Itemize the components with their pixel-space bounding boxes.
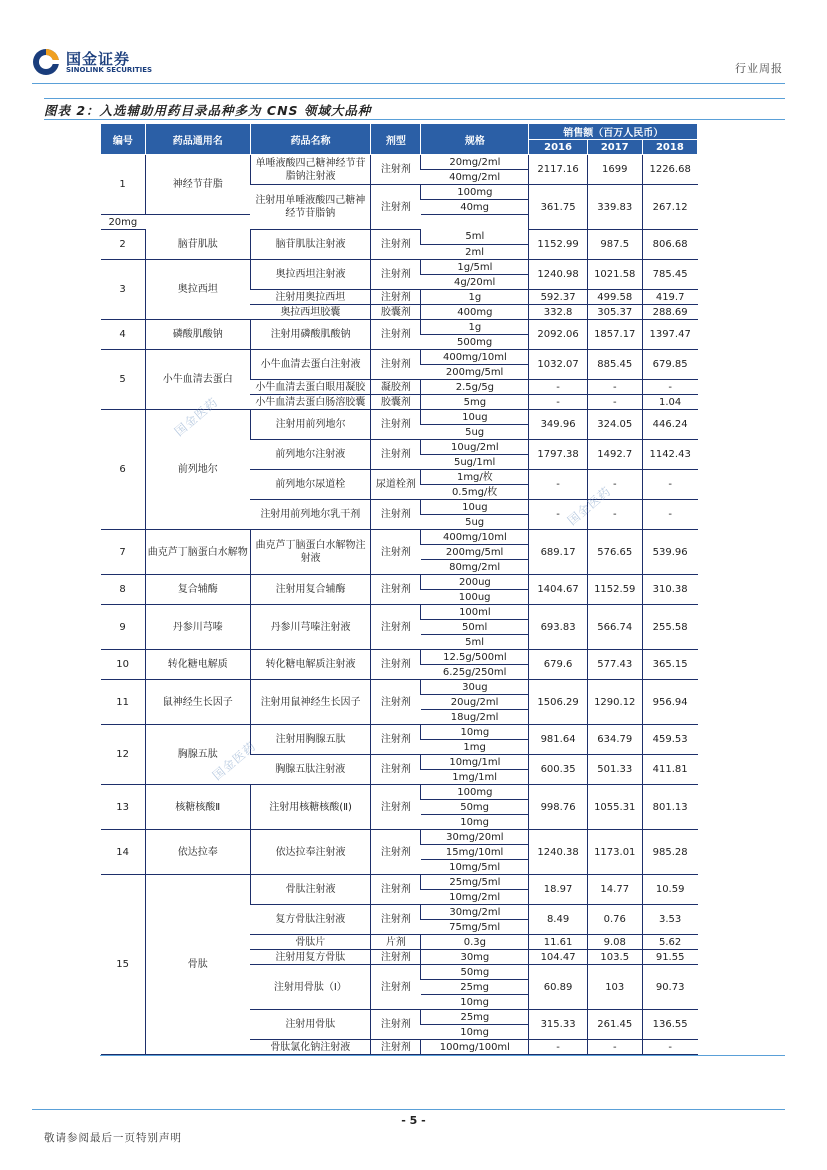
table-cell: 注射剂: [371, 605, 421, 650]
drug-sales-table: [100, 123, 698, 1055]
table-cell: 转化糖电解质注射液: [250, 650, 371, 680]
table-cell: 6.25g/250ml: [421, 665, 529, 680]
table-cell: 注射剂: [371, 650, 421, 680]
table-cell: 25mg: [421, 1010, 529, 1025]
table-cell: 200ug: [421, 575, 529, 590]
table-cell: 1mg/1ml: [421, 770, 529, 785]
table-cell: 曲克芦丁脑蛋白水解物: [145, 530, 250, 575]
table-cell: 前列地尔: [145, 410, 250, 530]
table-cell: 9.08: [587, 935, 642, 950]
table-cell: 315.33: [529, 1010, 587, 1040]
table-cell: 注射剂: [371, 905, 421, 935]
table-cell: 100ug: [421, 590, 529, 605]
table-cell: 1290.12: [587, 680, 642, 725]
table-cell: 30mg: [421, 950, 529, 965]
table-row: [101, 260, 698, 275]
table-body: [101, 155, 698, 1055]
table-cell: 1g: [421, 290, 529, 305]
watermark: 国金医药: [171, 394, 221, 439]
table-cell: 349.96: [529, 410, 587, 440]
header-generic-name: 药品通用名: [145, 124, 250, 155]
table-cell: 10: [101, 650, 146, 680]
table-cell: -: [587, 500, 642, 530]
table-cell: 75mg/5ml: [421, 920, 529, 935]
table-cell: 1: [101, 155, 146, 215]
table-cell: 注射剂: [371, 830, 421, 875]
table-cell: 注射剂: [371, 875, 421, 905]
table-cell: 注射用复方骨肽: [250, 950, 371, 965]
table-cell: 胸腺五肽注射液: [250, 755, 371, 785]
table-cell: 592.37: [529, 290, 587, 305]
table-cell: 1055.31: [587, 785, 642, 830]
table-cell: 30mg/2ml: [421, 905, 529, 920]
table-row: [101, 155, 698, 170]
table-row: [101, 350, 698, 365]
table-cell: 5.62: [642, 935, 697, 950]
table-cell: 2117.16: [529, 155, 587, 185]
table-cell: 324.05: [587, 410, 642, 440]
table-cell: 5ml: [421, 635, 529, 650]
table-cell: 14.77: [587, 875, 642, 905]
table-cell: 1240.98: [529, 260, 587, 290]
table-cell: 2092.06: [529, 320, 587, 350]
table-cell: 539.96: [642, 530, 697, 575]
table-cell: 8.49: [529, 905, 587, 935]
table-cell: 6: [101, 410, 146, 530]
table-cell: 注射剂: [371, 575, 421, 605]
table-row: [101, 830, 698, 845]
table-cell: 679.6: [529, 650, 587, 680]
table-cell: 500mg: [421, 335, 529, 350]
table-cell: 注射剂: [371, 950, 421, 965]
table-cell: 注射剂: [371, 680, 421, 725]
table-cell: 1492.7: [587, 440, 642, 470]
table-cell: 注射剂: [371, 320, 421, 350]
table-row: [101, 650, 698, 665]
table-cell: 679.85: [642, 350, 697, 380]
table-cell: 1mg/枚: [421, 470, 529, 485]
table-cell: 1699: [587, 155, 642, 185]
table-cell: 5ug: [421, 515, 529, 530]
table-cell: 136.55: [642, 1010, 697, 1040]
table-cell: 305.37: [587, 305, 642, 320]
table-header: [101, 124, 698, 155]
table-cell: 骨肽氯化钠注射液: [250, 1040, 371, 1055]
logo-text-cn: 国金证券: [66, 50, 131, 68]
table-cell: 18ug/2ml: [421, 710, 529, 725]
table-cell: 267.12: [642, 185, 697, 230]
table-cell: 801.13: [642, 785, 697, 830]
watermark: 国金医药: [209, 738, 259, 783]
table-bottom-rule: [100, 1055, 785, 1056]
table-cell: 胶囊剂: [371, 305, 421, 320]
table-cell: 片剂: [371, 935, 421, 950]
table-cell: 18.97: [529, 875, 587, 905]
table-cell: 2.5g/5g: [421, 380, 529, 395]
table-cell: 5ug: [421, 425, 529, 440]
table-cell: 注射剂: [371, 410, 421, 440]
table-cell: 注射剂: [371, 530, 421, 575]
table-cell: 365.15: [642, 650, 697, 680]
table-row: [101, 725, 698, 740]
table-cell: 注射剂: [371, 500, 421, 530]
table-cell: 499.58: [587, 290, 642, 305]
logo-mark-icon: [32, 48, 60, 76]
table-cell: 8: [101, 575, 146, 605]
table-cell: 693.83: [529, 605, 587, 650]
table-cell: 10mg: [421, 1025, 529, 1040]
table-cell: 332.8: [529, 305, 587, 320]
table-row: [101, 875, 698, 890]
table-cell: 奥拉西坦注射液: [250, 260, 371, 290]
table-cell: 0.76: [587, 905, 642, 935]
table-cell: 2ml: [421, 245, 529, 260]
table-cell: 577.43: [587, 650, 642, 680]
table-cell: 50ml: [421, 620, 529, 635]
table-cell: 1152.99: [529, 230, 587, 260]
table-cell: 14: [101, 830, 146, 875]
table-cell: 注射剂: [371, 230, 421, 260]
table-cell: 核糖核酸Ⅱ: [145, 785, 250, 830]
table-cell: 单唾液酸四己糖神经节苷脂钠注射液: [250, 155, 371, 185]
table-cell: 注射用奥拉西坦: [250, 290, 371, 305]
table-cell: 10ug/2ml: [421, 440, 529, 455]
table-cell: 注射用鼠神经生长因子: [250, 680, 371, 725]
company-logo: [32, 46, 152, 78]
table-cell: 104.47: [529, 950, 587, 965]
table-cell: 50mg: [421, 800, 529, 815]
table-cell: 小牛血清去蛋白肠溶胶囊: [250, 395, 371, 410]
table-cell: 复合辅酶: [145, 575, 250, 605]
table-cell: 1857.17: [587, 320, 642, 350]
table-cell: 30mg/20ml: [421, 830, 529, 845]
table-cell: 注射剂: [371, 1010, 421, 1040]
table-cell: 注射用复合辅酶: [250, 575, 371, 605]
table-cell: 40mg/2ml: [421, 170, 529, 185]
table-cell: 5mg: [421, 395, 529, 410]
table-row: [101, 785, 698, 800]
table-cell: 注射用单唾液酸四己糖神经节苷脂钠: [250, 185, 371, 230]
table-cell: 注射用胸腺五肽: [250, 725, 371, 755]
table-cell: 40mg: [421, 200, 529, 215]
table-cell: 100ml: [421, 605, 529, 620]
table-cell: 10mg: [421, 815, 529, 830]
table-cell: 10.59: [642, 875, 697, 905]
table-cell: 奥拉西坦胶囊: [250, 305, 371, 320]
table-cell: 90.73: [642, 965, 697, 1010]
table-cell: 注射剂: [371, 350, 421, 380]
table-cell: 10mg/1ml: [421, 755, 529, 770]
table-cell: 200mg/5ml: [421, 365, 529, 380]
table-cell: 400mg/10ml: [421, 530, 529, 545]
table-cell: 注射用前列地尔: [250, 410, 371, 440]
table-cell: 411.81: [642, 755, 697, 785]
table-cell: 0.3g: [421, 935, 529, 950]
table-cell: 60.89: [529, 965, 587, 1010]
table-cell: 13: [101, 785, 146, 830]
table-cell: 446.24: [642, 410, 697, 440]
table-cell: 注射用骨肽（Ⅰ）: [250, 965, 371, 1010]
table-cell: 注射剂: [371, 440, 421, 470]
table-cell: 103.5: [587, 950, 642, 965]
table-cell: 5ml: [421, 230, 529, 245]
table-cell: 339.83: [587, 185, 642, 230]
footer-rule: [32, 1109, 785, 1110]
table-cell: 1021.58: [587, 260, 642, 290]
table-cell: 丹参川芎嗪: [145, 605, 250, 650]
table-cell: -: [587, 1040, 642, 1055]
table-cell: 419.7: [642, 290, 697, 305]
table-cell: 1506.29: [529, 680, 587, 725]
table-cell: 转化糖电解质: [145, 650, 250, 680]
table-cell: 骨肽片: [250, 935, 371, 950]
table-row: [101, 530, 698, 545]
report-type-label: 行业周报: [735, 62, 783, 75]
table-cell: 3.53: [642, 905, 697, 935]
table-cell: 25mg: [421, 980, 529, 995]
table-cell: 注射剂: [371, 185, 421, 230]
table-cell: 脑苷肌肽: [145, 230, 250, 260]
header-year-2017: 2017: [587, 140, 642, 155]
table-cell: 987.5: [587, 230, 642, 260]
table-cell: 10ug: [421, 500, 529, 515]
table-cell: 785.45: [642, 260, 697, 290]
table-cell: 1240.38: [529, 830, 587, 875]
table-cell: 400mg: [421, 305, 529, 320]
table-cell: 前列地尔尿道栓: [250, 470, 371, 500]
table-cell: 20ug/2ml: [421, 695, 529, 710]
table-cell: 磷酸肌酸钠: [145, 320, 250, 350]
table-cell: 11.61: [529, 935, 587, 950]
table-cell: 1032.07: [529, 350, 587, 380]
table-cell: 288.69: [642, 305, 697, 320]
header-year-2018: 2018: [642, 140, 697, 155]
table-cell: 10mg/5ml: [421, 860, 529, 875]
header-rule: [32, 83, 785, 84]
page-number: - 5 -: [401, 1114, 426, 1127]
table-cell: 丹参川芎嗪注射液: [250, 605, 371, 650]
table-cell: 依达拉奉注射液: [250, 830, 371, 875]
table-cell: -: [642, 380, 697, 395]
table-cell: 注射剂: [371, 1040, 421, 1055]
table-cell: -: [642, 470, 697, 500]
table-cell: -: [529, 380, 587, 395]
table-cell: 998.76: [529, 785, 587, 830]
table-cell: 尿道栓剂: [371, 470, 421, 500]
table-cell: 20mg/2ml: [421, 155, 529, 170]
table-cell: 885.45: [587, 350, 642, 380]
table-cell: 200mg/5ml: [421, 545, 529, 560]
table-cell: 30ug: [421, 680, 529, 695]
header-year-2016: 2016: [529, 140, 587, 155]
table-cell: 小牛血清去蛋白注射液: [250, 350, 371, 380]
table-cell: 634.79: [587, 725, 642, 755]
table-cell: 注射用核糖核酸(Ⅱ): [250, 785, 371, 830]
table-cell: 1173.01: [587, 830, 642, 875]
table-cell: 1g: [421, 320, 529, 335]
table-cell: 576.65: [587, 530, 642, 575]
table-cell: 4g/20ml: [421, 275, 529, 290]
table-cell: -: [587, 395, 642, 410]
table-cell: 12: [101, 725, 146, 785]
table-cell: 10mg: [421, 995, 529, 1010]
header-dosage-form: 剂型: [371, 124, 421, 155]
table-cell: 曲克芦丁脑蛋白水解物注射液: [250, 530, 371, 575]
header-product-name: 药品名称: [250, 124, 371, 155]
table-cell: 1142.43: [642, 440, 697, 470]
table-cell: 806.68: [642, 230, 697, 260]
table-row: [101, 320, 698, 335]
table-cell: 1mg: [421, 740, 529, 755]
table-cell: -: [587, 380, 642, 395]
table-cell: 100mg: [421, 185, 529, 200]
table-cell: 10mg/2ml: [421, 890, 529, 905]
table-cell: 100mg/100ml: [421, 1040, 529, 1055]
table-cell: 胶囊剂: [371, 395, 421, 410]
logo-text-en: SINOLINK SECURITIES: [66, 66, 153, 74]
table-cell: 11: [101, 680, 146, 725]
table-cell: -: [529, 470, 587, 500]
table-cell: 前列地尔注射液: [250, 440, 371, 470]
table-cell: 985.28: [642, 830, 697, 875]
table-cell: 459.53: [642, 725, 697, 755]
table-cell: 小牛血清去蛋白眼用凝胶: [250, 380, 371, 395]
table-cell: 注射用骨肽: [250, 1010, 371, 1040]
table-row: [101, 680, 698, 695]
table-cell: 100mg: [421, 785, 529, 800]
table-cell: 0.5mg/枚: [421, 485, 529, 500]
table-cell: 91.55: [642, 950, 697, 965]
table-row: [101, 605, 698, 620]
table-cell: 4: [101, 320, 146, 350]
table-cell: 1404.67: [529, 575, 587, 605]
title-top-rule: [44, 98, 785, 99]
table-cell: 9: [101, 605, 146, 650]
watermark: 国金医药: [564, 483, 614, 528]
table-cell: 80mg/2ml: [421, 560, 529, 575]
table-cell: 注射用前列地尔乳干剂: [250, 500, 371, 530]
table-cell: 12.5g/500ml: [421, 650, 529, 665]
table-cell: 25mg/5ml: [421, 875, 529, 890]
table-cell: 1226.68: [642, 155, 697, 185]
figure-title: 图表 2：入选辅助用药目录品种多为 CNS 领域大品种: [44, 103, 372, 118]
title-bottom-rule: [44, 119, 785, 120]
table-cell: -: [642, 1040, 697, 1055]
table-cell: 600.35: [529, 755, 587, 785]
table-cell: 10ug: [421, 410, 529, 425]
table-cell: 50mg: [421, 965, 529, 980]
table-cell: 255.58: [642, 605, 697, 650]
table-cell: 103: [587, 965, 642, 1010]
table-cell: -: [642, 500, 697, 530]
table-cell: 注射用磷酸肌酸钠: [250, 320, 371, 350]
table-row: [101, 575, 698, 590]
table-cell: 956.94: [642, 680, 697, 725]
table-cell: 鼠神经生长因子: [145, 680, 250, 725]
table-cell: 3: [101, 260, 146, 320]
table-cell: 注射剂: [371, 965, 421, 1010]
table-cell: 1397.47: [642, 320, 697, 350]
table-cell: 依达拉奉: [145, 830, 250, 875]
table-cell: 骨肽注射液: [250, 875, 371, 905]
table-cell: 261.45: [587, 1010, 642, 1040]
table-cell: 400mg/10ml: [421, 350, 529, 365]
table-row: [101, 230, 698, 245]
header-sales: 销售额（百万人民币）: [529, 124, 698, 140]
table-cell: 凝胶剂: [371, 380, 421, 395]
table-cell: 566.74: [587, 605, 642, 650]
table-cell: 5ug/1ml: [421, 455, 529, 470]
table-cell: 奥拉西坦: [145, 260, 250, 320]
table-cell: 689.17: [529, 530, 587, 575]
table-cell: -: [529, 395, 587, 410]
table-cell: 15mg/10ml: [421, 845, 529, 860]
table-cell: 2: [101, 230, 146, 260]
table-cell: 1.04: [642, 395, 697, 410]
table-cell: 胸腺五肽: [145, 725, 250, 785]
table-cell: 注射剂: [371, 725, 421, 755]
table-cell: 注射剂: [371, 260, 421, 290]
table-cell: 15: [101, 875, 146, 1055]
header-specification: 规格: [421, 124, 529, 155]
table-cell: 20mg: [101, 215, 146, 230]
footer-disclaimer: 敬请参阅最后一页特别声明: [44, 1132, 182, 1144]
table-cell: 骨肽: [145, 875, 250, 1055]
table-cell: 1g/5ml: [421, 260, 529, 275]
table-cell: 注射剂: [371, 755, 421, 785]
table-cell: 复方骨肽注射液: [250, 905, 371, 935]
table-cell: 501.33: [587, 755, 642, 785]
table-cell: 神经节苷脂: [145, 155, 250, 215]
table-cell: 注射剂: [371, 290, 421, 305]
table-cell: 361.75: [529, 185, 587, 230]
table-cell: 脑苷肌肽注射液: [250, 230, 371, 260]
table-cell: 981.64: [529, 725, 587, 755]
table-cell: 小牛血清去蛋白: [145, 350, 250, 410]
header-no: 编号: [101, 124, 146, 155]
table-cell: 7: [101, 530, 146, 575]
table-cell: 注射剂: [371, 785, 421, 830]
table-cell: -: [587, 470, 642, 500]
table-cell: 注射剂: [371, 155, 421, 185]
table-cell: 310.38: [642, 575, 697, 605]
table-cell: 5: [101, 350, 146, 410]
table-cell: -: [529, 500, 587, 530]
table-cell: 1797.38: [529, 440, 587, 470]
table-cell: -: [529, 1040, 587, 1055]
table-cell: 10mg: [421, 725, 529, 740]
table-cell: 1152.59: [587, 575, 642, 605]
